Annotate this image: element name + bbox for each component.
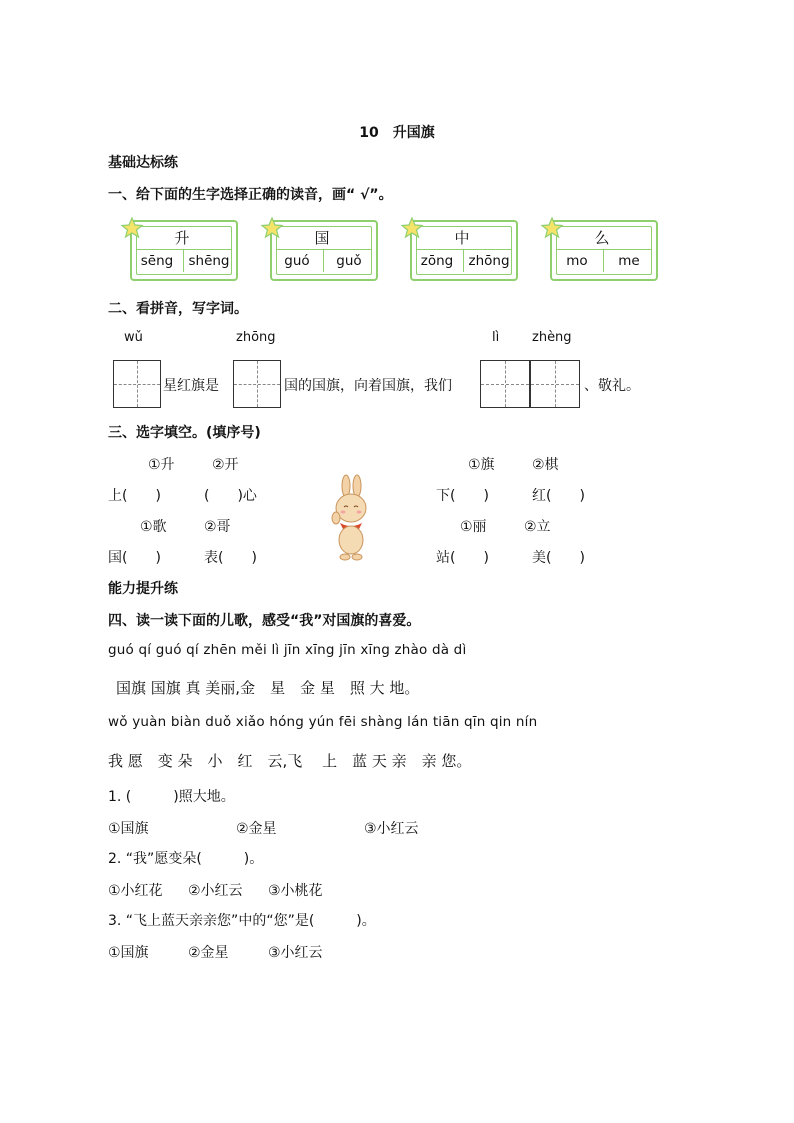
sub-question-2[interactable]: 2. “我”愿变朵( )。 (108, 851, 264, 867)
choice-option: ②开 (212, 457, 239, 473)
fill-blank[interactable]: 红( ) (532, 488, 585, 504)
section-heading-basic: 基础达标练 (108, 155, 178, 171)
pinyin-option-b[interactable]: me (618, 253, 640, 269)
pinyin-card-1 (130, 220, 238, 282)
answer-option[interactable]: ②金星 (188, 945, 229, 961)
choice-option: ①升 (148, 457, 175, 473)
sentence-text: 星红旗是 (163, 378, 219, 394)
choice-option: ①旗 (468, 457, 495, 473)
question-4-prompt: 四、读一读下面的儿歌，感受“我”对国旗的喜爱。 (108, 613, 421, 629)
choice-option: ①丽 (460, 519, 487, 535)
pinyin-hint: wǔ (124, 330, 143, 345)
sentence-text: 、敬礼。 (584, 378, 640, 394)
question-2-prompt: 二、看拼音，写字词。 (108, 301, 248, 317)
star-icon (260, 216, 284, 240)
pinyin-hint: lì (492, 330, 500, 345)
card-character: 中 (454, 229, 470, 247)
poem-pinyin-line-1: guó qí guó qí zhēn měi lì jīn xīng jīn xīng zhào dà dì (108, 642, 467, 658)
star-icon (120, 216, 144, 240)
sub-question-1[interactable]: 1. ( )照大地。 (108, 789, 235, 805)
writing-box[interactable] (233, 360, 281, 408)
pinyin-card-4 (550, 220, 658, 282)
fill-blank[interactable]: 美( ) (532, 550, 585, 566)
card-character: 么 (594, 229, 610, 247)
fill-blank[interactable]: 表( ) (204, 550, 257, 566)
fill-blank[interactable]: 上( ) (108, 488, 161, 504)
pinyin-option-a[interactable]: guó (284, 253, 310, 269)
answer-option[interactable]: ③小红云 (268, 945, 323, 961)
sub-question-3[interactable]: 3. “飞上蓝天亲亲您”中的“您”是( )。 (108, 913, 376, 929)
answer-option[interactable]: ③小桃花 (268, 883, 323, 899)
question-3-prompt: 三、选字填空。(填序号) (108, 425, 261, 441)
pinyin-hint: zhèng (532, 330, 572, 345)
star-icon (540, 216, 564, 240)
pinyin-option-b[interactable]: zhōng (468, 253, 510, 269)
fill-blank[interactable]: ( )心 (204, 488, 257, 504)
choice-option: ②哥 (204, 519, 231, 535)
fill-blank[interactable]: 站( ) (436, 550, 489, 566)
pinyin-option-a[interactable]: sēng (140, 253, 174, 269)
answer-option[interactable]: ①国旗 (108, 821, 149, 837)
pinyin-option-b[interactable]: shēng (188, 253, 230, 269)
card-character: 升 (174, 229, 190, 247)
sentence-text: 国的国旗，向着国旗，我们 (284, 378, 452, 394)
page-title: 10 升国旗 (359, 125, 435, 141)
pinyin-hint: zhōng (236, 330, 276, 345)
pinyin-option-a[interactable]: zōng (420, 253, 454, 269)
pinyin-option-a[interactable]: mo (566, 253, 588, 269)
answer-option[interactable]: ②小红云 (188, 883, 243, 899)
fill-blank[interactable]: 下( ) (436, 488, 489, 504)
choice-option: ②棋 (532, 457, 559, 473)
poem-line-2: 我 愿 变 朵 小 红 云,飞 上 蓝 天 亲 亲 您。 (108, 752, 472, 770)
choice-option: ①歌 (140, 519, 167, 535)
answer-option[interactable]: ③小红云 (364, 821, 419, 837)
writing-box[interactable] (530, 360, 580, 408)
answer-option[interactable]: ①小红花 (108, 883, 163, 899)
poem-line-1: 国旗 国旗 真 美丽,金 星 金 星 照 大 地。 (116, 679, 420, 697)
writing-box[interactable] (480, 360, 530, 408)
fill-blank[interactable]: 国( ) (108, 550, 161, 566)
card-character: 国 (314, 229, 330, 247)
answer-option[interactable]: ①国旗 (108, 945, 149, 961)
section-heading-ability: 能力提升练 (108, 581, 178, 597)
writing-box[interactable] (113, 360, 161, 408)
star-icon (400, 216, 424, 240)
poem-pinyin-line-2: wǒ yuàn biàn duǒ xiǎo hóng yún fēi shàng lán tiān qīn qin nín (108, 714, 538, 730)
question-1-prompt: 一、给下面的生字选择正确的读音，画“ √”。 (108, 187, 393, 203)
choice-option: ②立 (524, 519, 551, 535)
pinyin-option-b[interactable]: guǒ (336, 253, 362, 269)
rabbit-mascot-icon (326, 474, 376, 562)
pinyin-card-3 (410, 220, 518, 282)
pinyin-card-2 (270, 220, 378, 282)
answer-option[interactable]: ②金星 (236, 821, 277, 837)
